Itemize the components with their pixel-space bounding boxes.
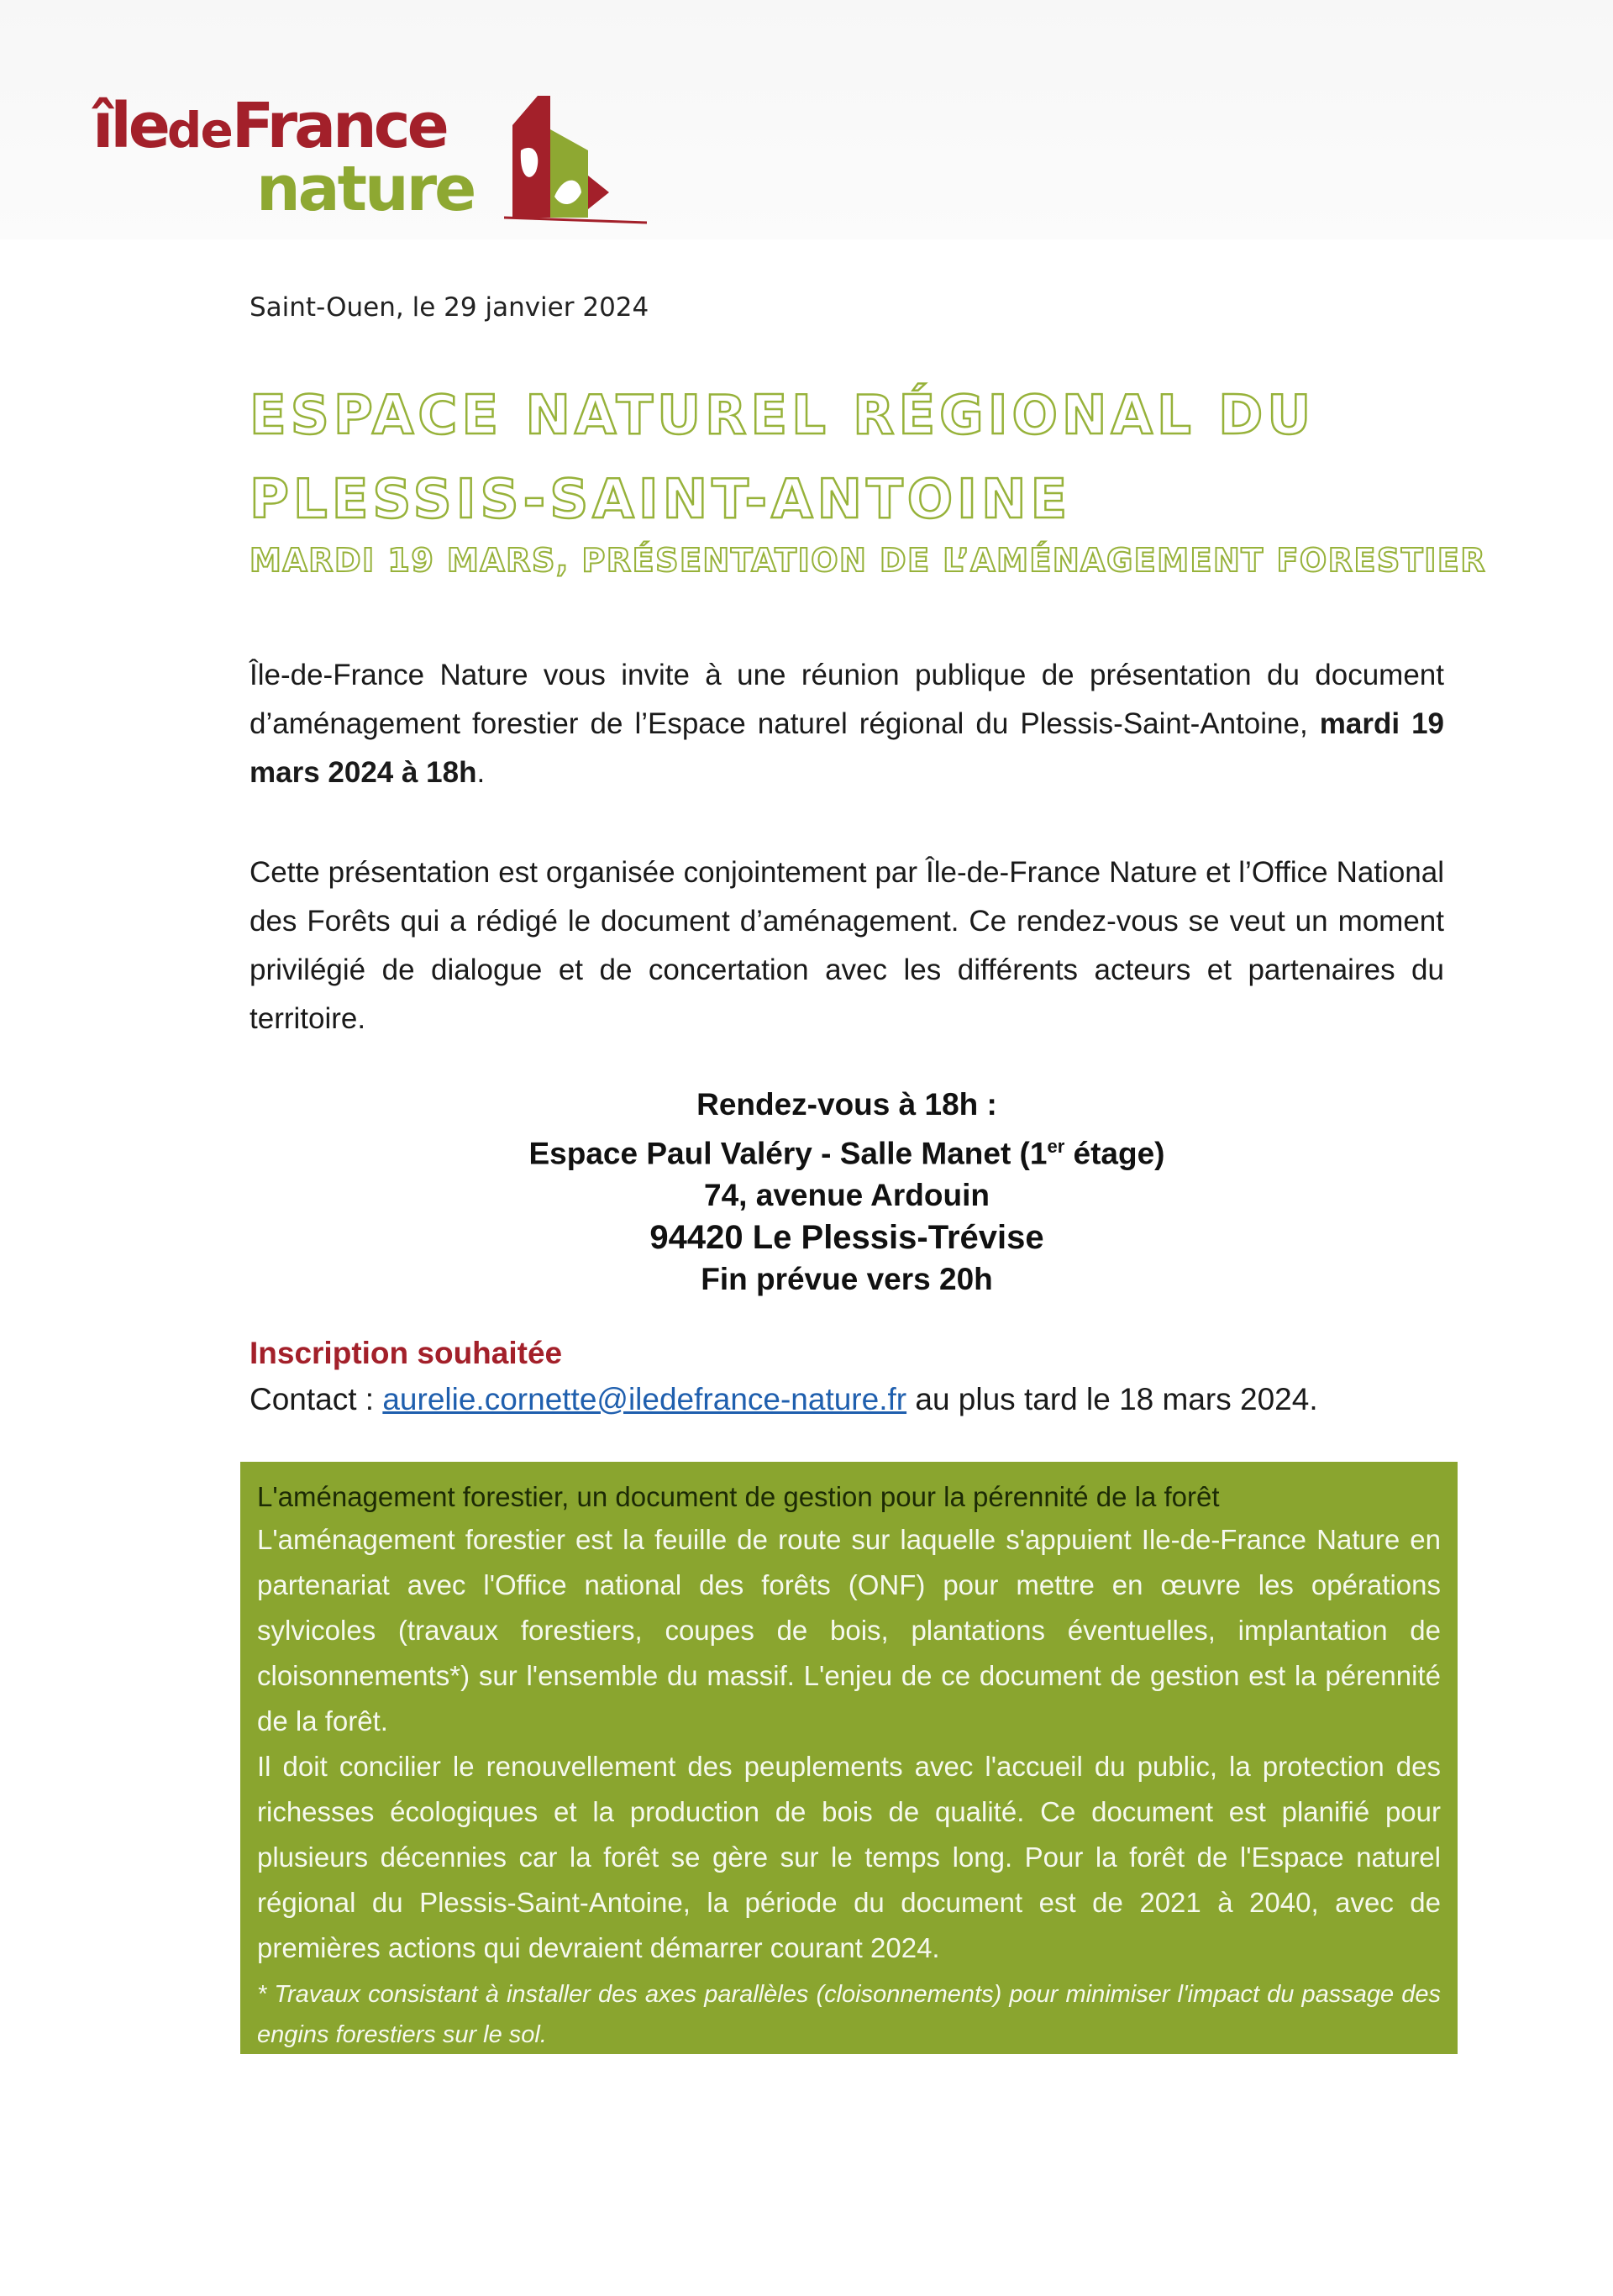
info-box-footnote: * Travaux consistant à installer des axes parallèles (cloisonnements) pour minimiser l'impact du passage des engins forestiers sur le sol. [257, 1981, 1441, 2048]
meeting-details [250, 1084, 1444, 1300]
event-date-emphasis: mardi 19 mars 2024 à 18h [250, 707, 1445, 789]
organisation-paragraph: Cette présentation est organisée conjointement par Île-de-France Nature et l’Office National des Forêts qui a rédigé le document d’aménagement. Ce rendez-vous se veut un moment privilégié de dialogue et de concertation avec les différents acteurs et partenaires du territoire. [250, 856, 1444, 1035]
meeting-venue: Espace Paul Valéry - Salle Manet (1er étage) [528, 1136, 1165, 1171]
contact-email-link[interactable]: aurelie.cornette@iledefrance-nature.fr [382, 1382, 907, 1416]
page-title: ESPACE NATUREL RÉGIONAL DU PLESSIS-SAINT-ANTOINE [250, 385, 1316, 531]
meeting-end-time: Fin prévue vers 20h [701, 1262, 993, 1297]
contact-line: Contact : aurelie.cornette@iledefrance-nature.fr au plus tard le 18 mars 2024. [250, 1382, 1318, 1416]
intro-paragraph: Île-de-France Nature vous invite à une réunion publique de présentation du document d’aménagement forestier de l’Espace naturel régional du Plessis-Saint-Antoine, mardi 19 mars 2024 à 18h. [250, 659, 1445, 789]
page-subtitle: MARDI 19 MARS, PRÉSENTATION DE L’AMÉNAGEMENT FORESTIER [250, 542, 1487, 579]
registration-heading: Inscription souhaitée [250, 1336, 563, 1370]
info-box-paragraph: Il doit concilier le renouvellement des peuplements avec l'accueil du public, la protection des richesses écologiques et la production de bois de qualité. Ce document est planifié pour plusieurs décennies car la forêt se gère sur le temps long. Pour la forêt de l'Espace naturel régional du Plessis-Saint-Antoine, la période du document est de 2021 à 2040, avec de premières actions qui devraient démarrer courant 2024. [257, 1751, 1441, 1963]
meeting-time: Rendez-vous à 18h : [696, 1087, 997, 1122]
meeting-street: 74, avenue Ardouin [704, 1178, 990, 1213]
info-box-paragraph: L'aménagement forestier est la feuille de route sur laquelle s'appuient Ile-de-France Nature en partenariat avec l'Office national des forêts (ONF) pour mettre en œuvre les opérations sylvicoles (travaux forestiers, coupes de bois, plantations éventuelles, implantation de cloisonnements*) sur l'ensemble du massif. L'enjeu de ce document de gestion est la pérennité de la forêt. [257, 1524, 1441, 1736]
house-leaf-logo-icon [504, 92, 647, 226]
logo [92, 88, 647, 231]
logo-text-nature: nature [256, 153, 475, 225]
info-box [240, 1462, 1458, 2054]
document-date: Saint-Ouen, le 29 janvier 2024 [250, 292, 649, 323]
info-box-text [257, 1517, 1441, 1971]
logo-text-iledefrance: îledeFrance [92, 90, 446, 162]
info-box-title: L'aménagement forestier, un document de gestion pour la pérennité de la forêt [257, 1481, 1220, 1512]
meeting-city: 94420 Le Plessis-Trévise [649, 1219, 1044, 1257]
